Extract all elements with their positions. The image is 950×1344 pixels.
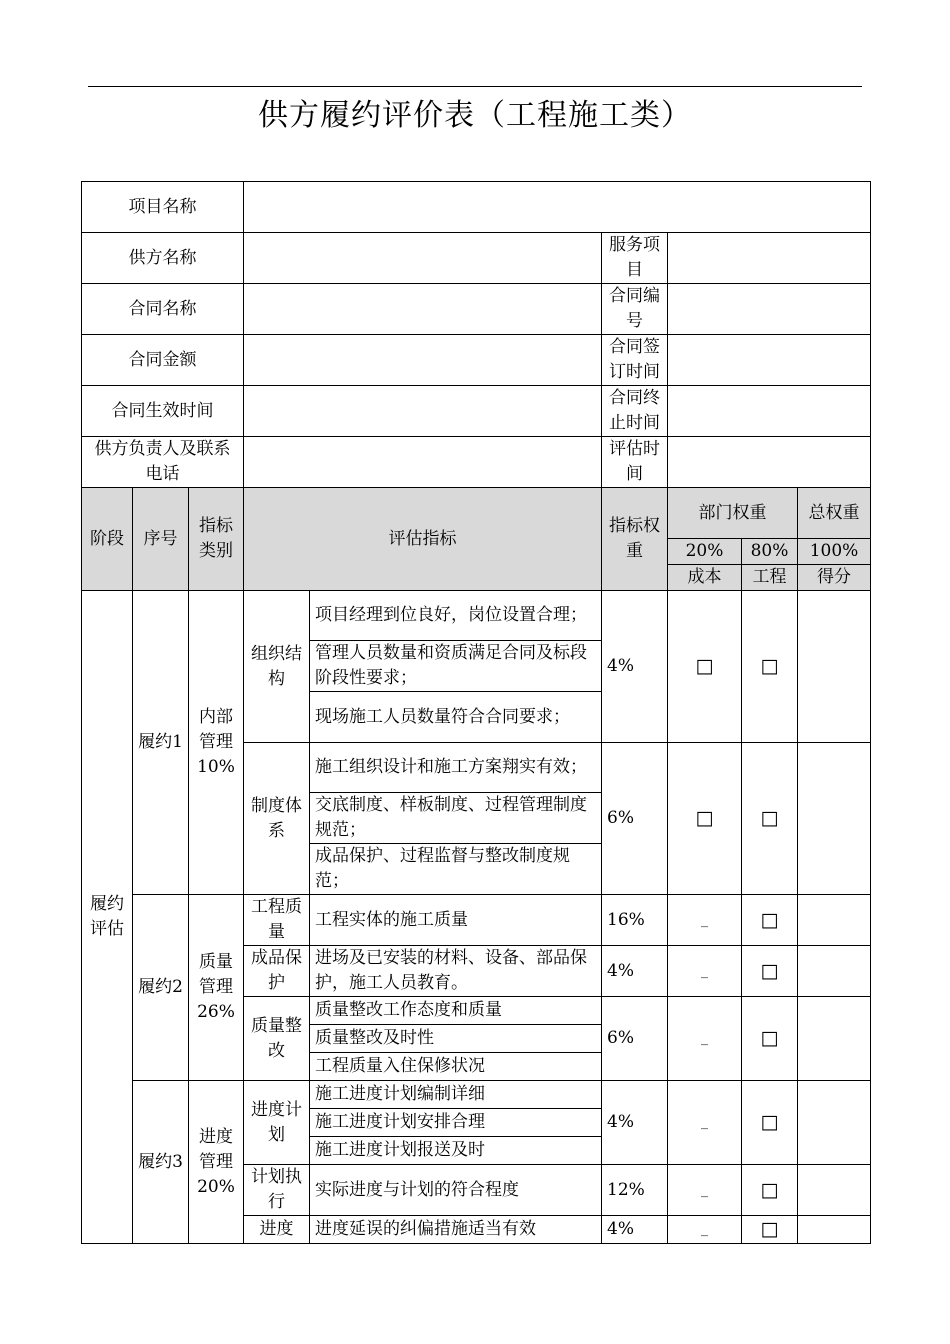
dash-mark: _ xyxy=(668,946,742,997)
score-cell[interactable] xyxy=(798,997,871,1081)
seq-cell: 履约3 xyxy=(133,1081,189,1244)
dash-mark: _ xyxy=(668,895,742,946)
header-indicator: 评估指标 xyxy=(244,488,602,591)
supplier-name-field[interactable] xyxy=(244,233,602,284)
indicator-item: 质量整改工作态度和质量 xyxy=(310,997,602,1025)
header-pct-total: 100% xyxy=(798,539,871,565)
header-indicator-weight: 指标权重 xyxy=(602,488,668,591)
indicator-item: 施工进度计划编制详细 xyxy=(310,1081,602,1109)
effective-time-field[interactable] xyxy=(244,386,602,437)
subcategory-cell: 成品保护 xyxy=(244,946,310,997)
subcategory-cell: 工程质量 xyxy=(244,895,310,946)
score-cell[interactable] xyxy=(798,743,871,895)
page-title: 供方履约评价表（工程施工类） xyxy=(258,98,692,133)
indicator-item: 施工进度计划安排合理 xyxy=(310,1109,602,1137)
header-eng: 工程 xyxy=(742,565,798,591)
indicator-item: 现场施工人员数量符合合同要求； xyxy=(310,692,602,743)
category-cell: 内部管理10% xyxy=(189,591,244,895)
score-cell[interactable] xyxy=(798,1216,871,1244)
label-supplier-name: 供方名称 xyxy=(82,233,244,284)
contract-amount-field[interactable] xyxy=(244,335,602,386)
indicator-item: 施工组织设计和施工方案翔实有效； xyxy=(310,743,602,793)
weight-cell: 4% xyxy=(602,946,668,997)
evaluation-table xyxy=(81,181,871,1244)
table-row xyxy=(82,895,871,946)
header-score: 得分 xyxy=(798,565,871,591)
indicator-item: 管理人员数量和资质满足合同及标段阶段性要求； xyxy=(310,641,602,692)
contract-name-field[interactable] xyxy=(244,284,602,335)
subcategory-cell: 计划执行 xyxy=(244,1165,310,1216)
seq-cell: 履约2 xyxy=(133,895,189,1081)
checkbox-icon[interactable]: □ xyxy=(668,591,742,743)
end-time-field[interactable] xyxy=(668,386,871,437)
stage-cell: 履约评估 xyxy=(82,591,133,1244)
checkbox-icon[interactable]: □ xyxy=(742,743,798,895)
dash-mark: _ xyxy=(668,1081,742,1165)
table-row xyxy=(82,1081,871,1109)
weight-cell: 6% xyxy=(602,743,668,895)
label-effective-time: 合同生效时间 xyxy=(82,386,244,437)
score-cell[interactable] xyxy=(798,895,871,946)
dash-mark: _ xyxy=(668,997,742,1081)
header-dept-weight: 部门权重 xyxy=(668,488,798,539)
indicator-item: 交底制度、样板制度、过程管理制度规范； xyxy=(310,793,602,844)
dash-mark: _ xyxy=(668,1165,742,1216)
weight-cell: 4% xyxy=(602,1081,668,1165)
indicator-item: 质量整改及时性 xyxy=(310,1025,602,1053)
checkbox-icon[interactable]: □ xyxy=(742,1081,798,1165)
score-cell[interactable] xyxy=(798,946,871,997)
sign-time-field[interactable] xyxy=(668,335,871,386)
label-service-item: 服务项目 xyxy=(602,233,668,284)
subcategory-cell: 组织结构 xyxy=(244,591,310,743)
project-name-field[interactable] xyxy=(244,182,871,233)
header-indicator-type: 指标类别 xyxy=(189,488,244,591)
header-cost: 成本 xyxy=(668,565,742,591)
score-cell[interactable] xyxy=(798,1165,871,1216)
label-sign-time: 合同签订时间 xyxy=(602,335,668,386)
header-pct-cost: 20% xyxy=(668,539,742,565)
subcategory-cell: 质量整改 xyxy=(244,997,310,1081)
header-seq: 序号 xyxy=(133,488,189,591)
score-cell[interactable] xyxy=(798,1081,871,1165)
weight-cell: 4% xyxy=(602,1216,668,1244)
subcategory-cell: 进度计划 xyxy=(244,1081,310,1165)
checkbox-icon[interactable]: □ xyxy=(742,591,798,743)
label-eval-time: 评估时间 xyxy=(602,437,668,488)
seq-cell: 履约1 xyxy=(133,591,189,895)
service-item-field[interactable] xyxy=(668,233,871,284)
indicator-item: 施工进度计划报送及时 xyxy=(310,1137,602,1165)
evaluation-body xyxy=(82,591,871,1244)
label-contact-person: 供方负责人及联系电话 xyxy=(82,437,244,488)
header-pct-eng: 80% xyxy=(742,539,798,565)
label-contract-name: 合同名称 xyxy=(82,284,244,335)
eval-time-field[interactable] xyxy=(668,437,871,488)
header-rule xyxy=(88,86,862,87)
table-row xyxy=(82,591,871,641)
weight-cell: 16% xyxy=(602,895,668,946)
header-stage: 阶段 xyxy=(82,488,133,591)
checkbox-icon[interactable]: □ xyxy=(668,743,742,895)
indicator-item: 成品保护、过程监督与整改制度规范； xyxy=(310,844,602,895)
dash-mark: _ xyxy=(668,1216,742,1244)
subcategory-cell: 制度体系 xyxy=(244,743,310,895)
weight-cell: 4% xyxy=(602,591,668,743)
weight-cell: 12% xyxy=(602,1165,668,1216)
score-cell[interactable] xyxy=(798,591,871,743)
weight-cell: 6% xyxy=(602,997,668,1081)
label-project-name: 项目名称 xyxy=(82,182,244,233)
label-contract-no: 合同编号 xyxy=(602,284,668,335)
checkbox-icon[interactable]: □ xyxy=(742,895,798,946)
indicator-item: 实际进度与计划的符合程度 xyxy=(310,1165,602,1216)
subcategory-cell: 进度 xyxy=(244,1216,310,1244)
indicator-item: 进度延误的纠偏措施适当有效 xyxy=(310,1216,602,1244)
checkbox-icon[interactable]: □ xyxy=(742,1165,798,1216)
checkbox-icon[interactable]: □ xyxy=(742,1216,798,1244)
checkbox-icon[interactable]: □ xyxy=(742,946,798,997)
category-cell: 进度管理20% xyxy=(189,1081,244,1244)
contract-no-field[interactable] xyxy=(668,284,871,335)
header-total-weight: 总权重 xyxy=(798,488,871,539)
contact-person-field[interactable] xyxy=(244,437,602,488)
indicator-item: 进场及已安装的材料、设备、部品保护，施工人员教育。 xyxy=(310,946,602,997)
indicator-item: 工程实体的施工质量 xyxy=(310,895,602,946)
category-cell: 质量管理26% xyxy=(189,895,244,1081)
indicator-item: 工程质量入住保修状况 xyxy=(310,1053,602,1081)
checkbox-icon[interactable]: □ xyxy=(742,997,798,1081)
label-end-time: 合同终止时间 xyxy=(602,386,668,437)
indicator-item: 项目经理到位良好，岗位设置合理； xyxy=(310,591,602,641)
label-contract-amount: 合同金额 xyxy=(82,335,244,386)
